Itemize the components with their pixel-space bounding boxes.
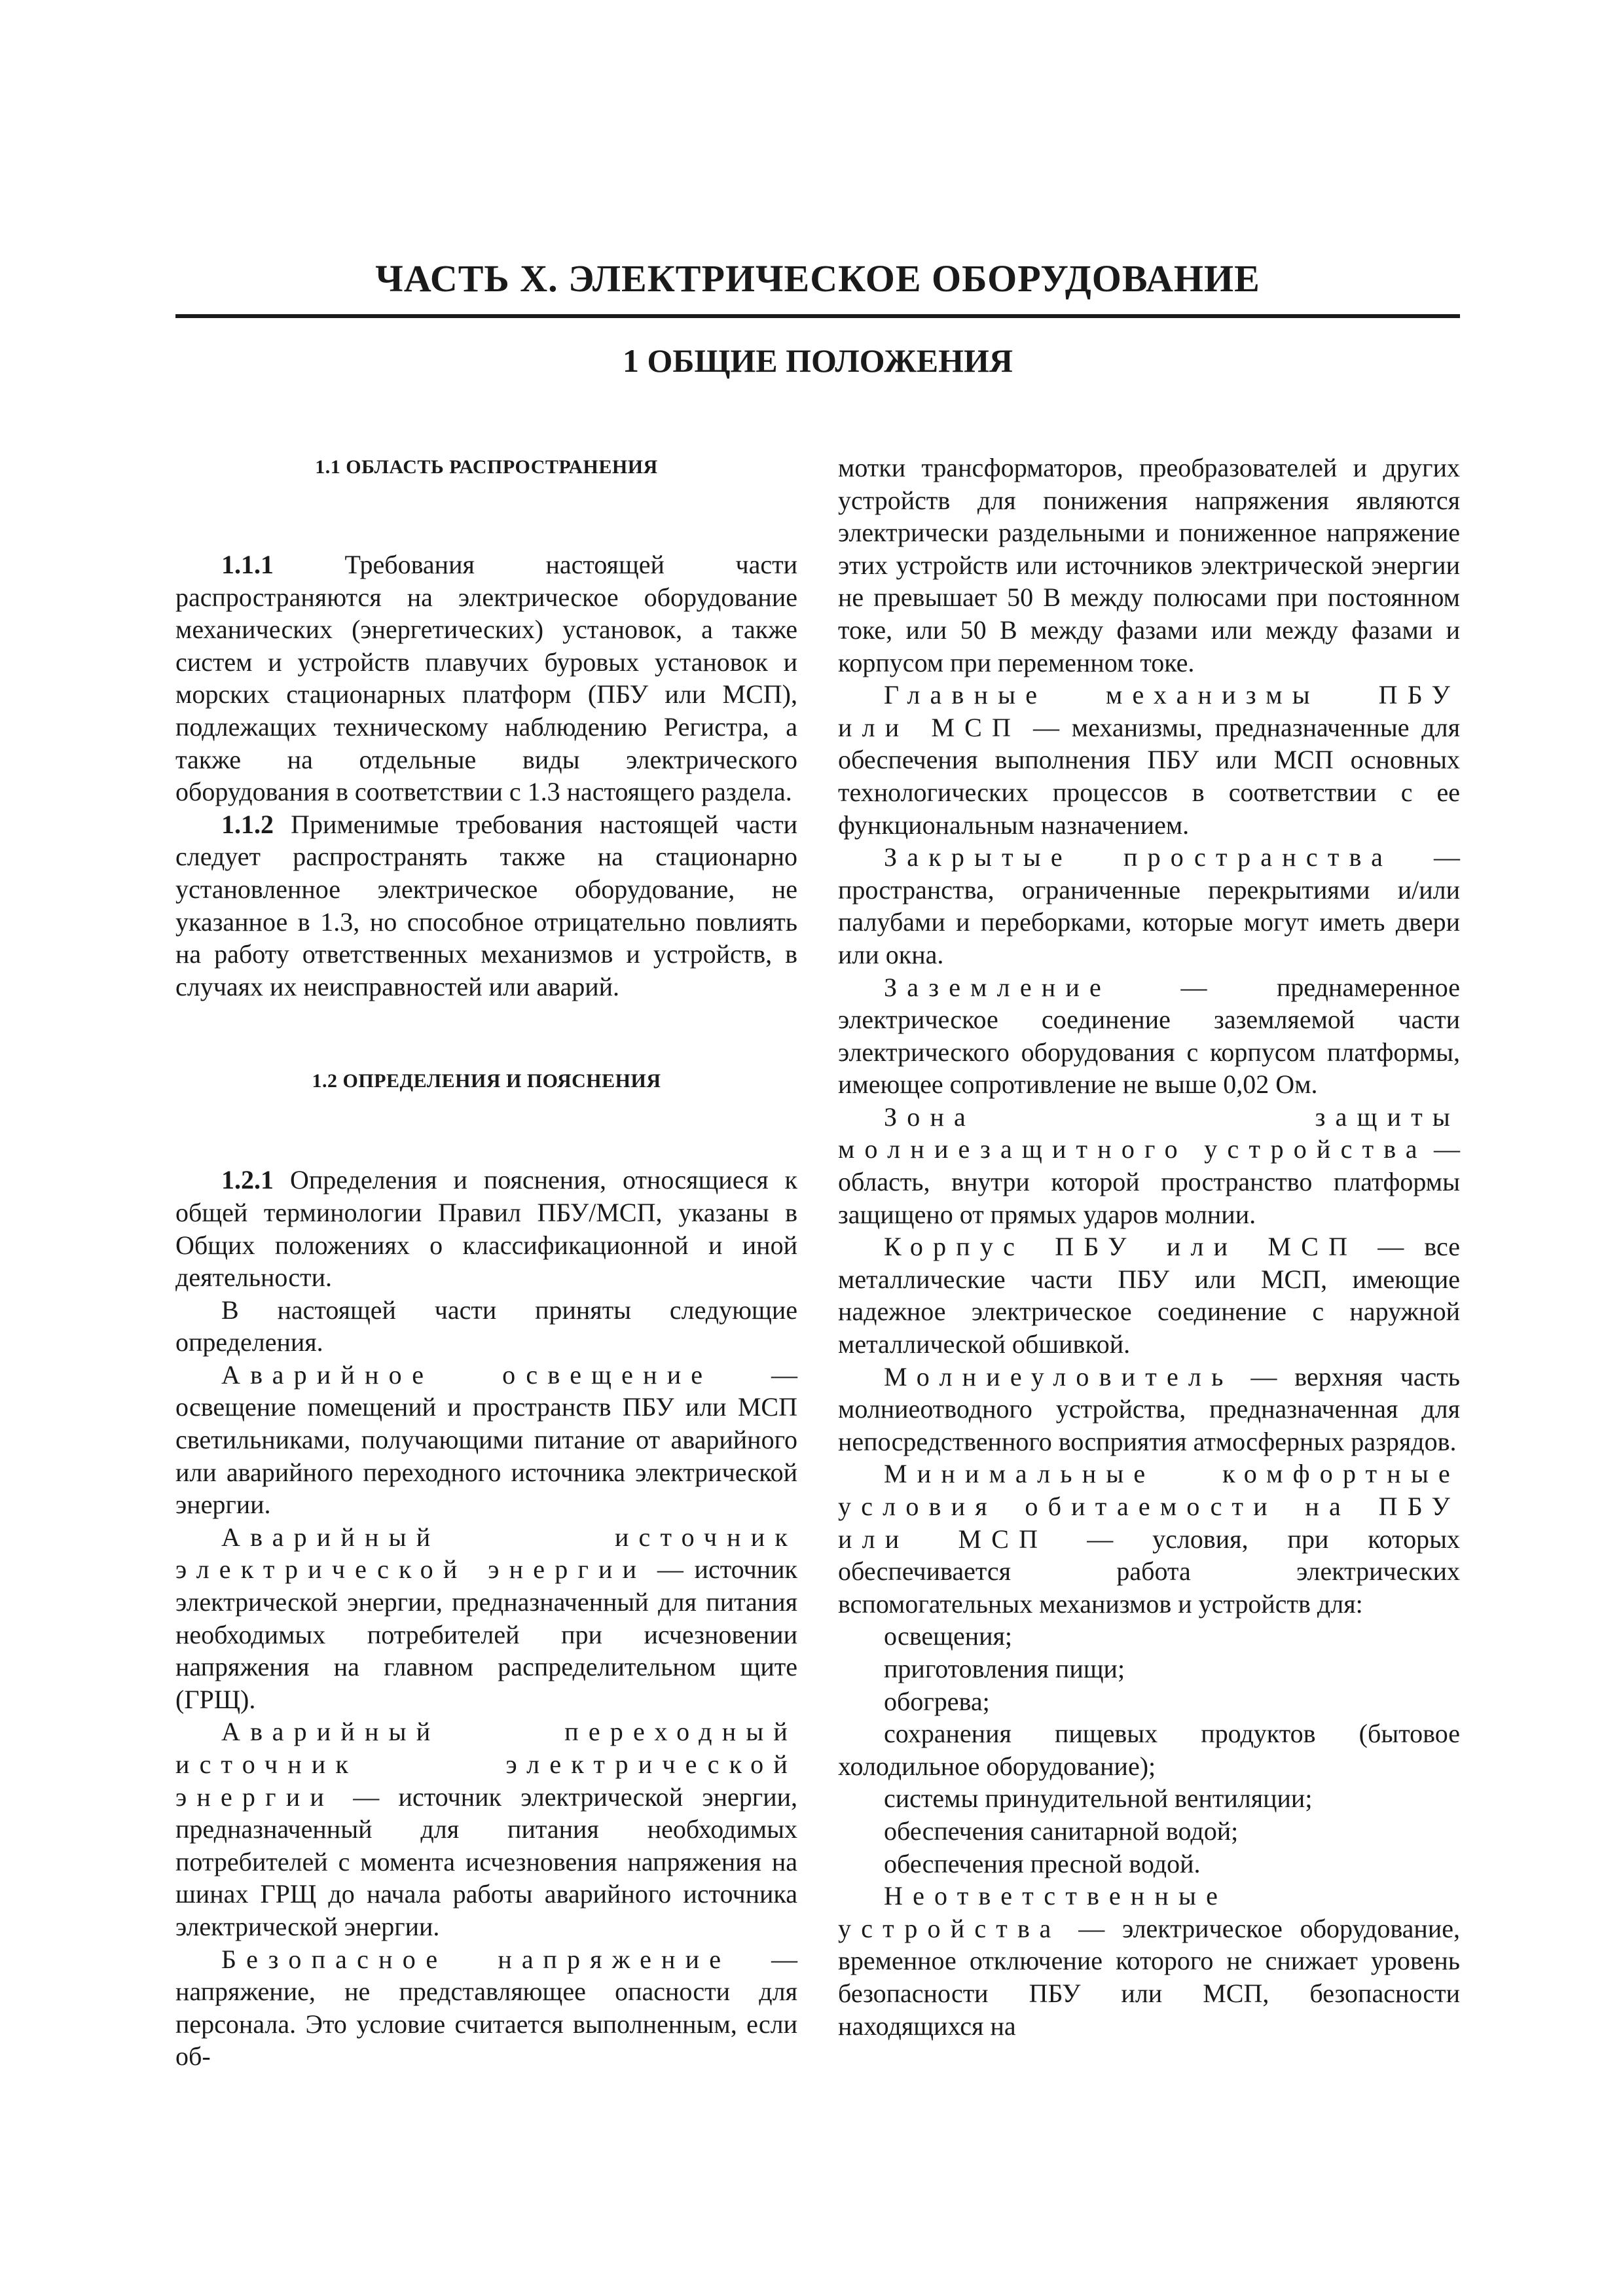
clause-number: 1.1.2 [221, 809, 274, 839]
clause-text: Требования настоящей части распространяются на электрическое оборудование механических (энергетических) установок, а также систем и устройств плавучих буровых установок и морских стационарных платформ (ПБУ или МСП), подлежащих техническому наблюдению Регистра, а также на отдельные виды электрического оборудования в соответствии с 1.3 настоящего раздела. [175, 550, 797, 807]
definition-term: Главные механизмы ПБУ или МСП [838, 680, 1460, 742]
heading-1-2: 1.2 ОПРЕДЕЛЕНИЯ И ПОЯСНЕНИЯ [312, 1070, 661, 1092]
list-item: обеспечения пресной водой. [884, 1848, 1201, 1878]
definition-term: Корпус ПБУ или МСП [884, 1232, 1358, 1262]
definition-text: — электрическое оборудование, временное отключение которого не снижает уровень безопасности ПБУ или МСП, безопасности находящихся на [838, 1913, 1460, 2041]
definition-text: — условия, при которых обеспечивается работа электрических вспомогательных механизмов и устройств для: [838, 1524, 1460, 1619]
definition-term: Зона защиты молниезащитного устройства [838, 1102, 1460, 1164]
definition-earthing [838, 971, 1460, 1101]
definition-text: — освещение помещений и пространств ПБУ или МСП светильниками, получающими питание от аварийного или аварийного переходного источника электрической энергии. [175, 1359, 797, 1520]
definition-safe-voltage [175, 1943, 797, 2073]
definition-text: — область, внутри которой пространство платформы защищено от прямых ударов молнии. [838, 1134, 1460, 1229]
definition-text: — пространства, ограниченные перекрытиями и/или палубами и переборками, которые могут иметь двери или окна. [838, 842, 1461, 969]
definition-enclosed-spaces [838, 841, 1460, 971]
paragraph-continued: мотки трансформаторов, преобразователей и других устройств для понижения напряжения являются электрически раздельными и пониженное напряжение этих устройств или источников электрической энергии не превышает 50 В между полюсами при постоянном токе, или 50 В между фазами или между фазами и корпусом при переменном токе. [838, 453, 1460, 677]
left-column [175, 452, 797, 2073]
title-rule [175, 314, 1460, 318]
definition-text: — источник электрической энергии, предназначенный для питания необходимых потребителей при исчезновении напряжения на главном распределительном щите (ГРЩ). [175, 1554, 797, 1714]
list-item: освещения; [884, 1621, 1013, 1651]
definition-text: — все металлические части ПБУ или МСП, имеющие надежное электрическое соединение с наружной металлической обшивкой. [838, 1232, 1461, 1359]
definition-term: Заземление [884, 972, 1111, 1002]
definition-protection-zone [838, 1101, 1460, 1230]
definition-term: Аварийный источник электрической энергии [175, 1522, 797, 1585]
section-title: 1 ОБЩИЕ ПОЛОЖЕНИЯ [623, 342, 1013, 379]
list-item: сохранения пищевых продуктов (бытовое холодильное оборудование); [838, 1719, 1460, 1781]
definition-transitional-source [175, 1715, 797, 1943]
paragraph-1-1-2 [175, 808, 797, 1003]
part-title: ЧАСТЬ X. ЭЛЕКТРИЧЕСКОЕ ОБОРУДОВАНИЕ [375, 257, 1260, 300]
paragraph-1-2-1 [175, 1164, 797, 1293]
definition-text: — преднамеренное электрическое соединение заземляемой части электрического оборудования с корпусом платформы, имеющее сопротивление не выше 0,02 Ом. [838, 972, 1460, 1100]
definition-term: Неответственные устройства [838, 1881, 1228, 1943]
list-item: приготовления пищи; [884, 1653, 1125, 1683]
paragraph-1-1-1 [175, 548, 797, 808]
heading-1-1: 1.1 ОБЛАСТЬ РАСПРОСТРАНЕНИЯ [315, 456, 658, 478]
right-column [838, 452, 1460, 2042]
definition-main-mechanisms [838, 679, 1460, 841]
definition-emergency-lighting [175, 1359, 797, 1521]
list-item: системы принудительной вентиляции; [884, 1784, 1313, 1814]
definition-hull [838, 1230, 1460, 1360]
definition-non-essential [838, 1880, 1460, 2042]
list-item: обогрева; [884, 1686, 990, 1716]
definition-term: Аварийный переходный источник электрической энергии [175, 1717, 797, 1812]
clause-text: Применимые требования настоящей части следует распространять также на стационарно установленное электрическое оборудование, не указанное в 1.3, но способное отрицательно повлиять на работу ответственных механизмов и устройств, в случаях их неисправностей или аварий. [175, 809, 797, 1001]
clause-number: 1.1.1 [221, 550, 274, 579]
definition-term: Аварийное освещение [221, 1359, 713, 1390]
definition-term: Безопасное напряжение [221, 1944, 731, 1974]
definition-lightning-rod [838, 1361, 1460, 1458]
list-item: обеспечения санитарной водой; [884, 1816, 1239, 1846]
definition-text: — источник электрической энергии, предназначенный для питания необходимых потребителей с момента исчезновения напряжения на шинах ГРЩ до начала работы аварийного источника электрической энергии. [175, 1782, 797, 1941]
clause-number: 1.2.1 [221, 1165, 274, 1195]
definition-text: — напряжение, не представляющее опасности для персонала. Это условие считается выполненным, если об- [175, 1944, 797, 2072]
definition-term: Минимальные комфортные условия обитаемости на ПБУ или МСП [838, 1459, 1460, 1554]
paragraph-intro: В настоящей части приняты следующие определения. [175, 1295, 797, 1357]
definition-min-conditions [838, 1458, 1460, 1620]
definition-text: — механизмы, предназначенные для обеспечения выполнения ПБУ или МСП основных технологических процессов в соответствии с ее функциональным назначением. [838, 712, 1460, 840]
definition-term: Молниеуловитель [884, 1361, 1233, 1391]
definition-text: — верхняя часть молниеотводного устройства, предназначенная для непосредственного восприятия атмосферных разрядов. [838, 1361, 1460, 1456]
definition-term: Закрытые пространства [884, 842, 1393, 872]
definition-emergency-source [175, 1521, 797, 1716]
clause-text: Определения и пояснения, относящиеся к общей терминологии Правил ПБУ/МСП, указаны в Общих положениях о классификационной и иной деятельности. [175, 1165, 797, 1293]
